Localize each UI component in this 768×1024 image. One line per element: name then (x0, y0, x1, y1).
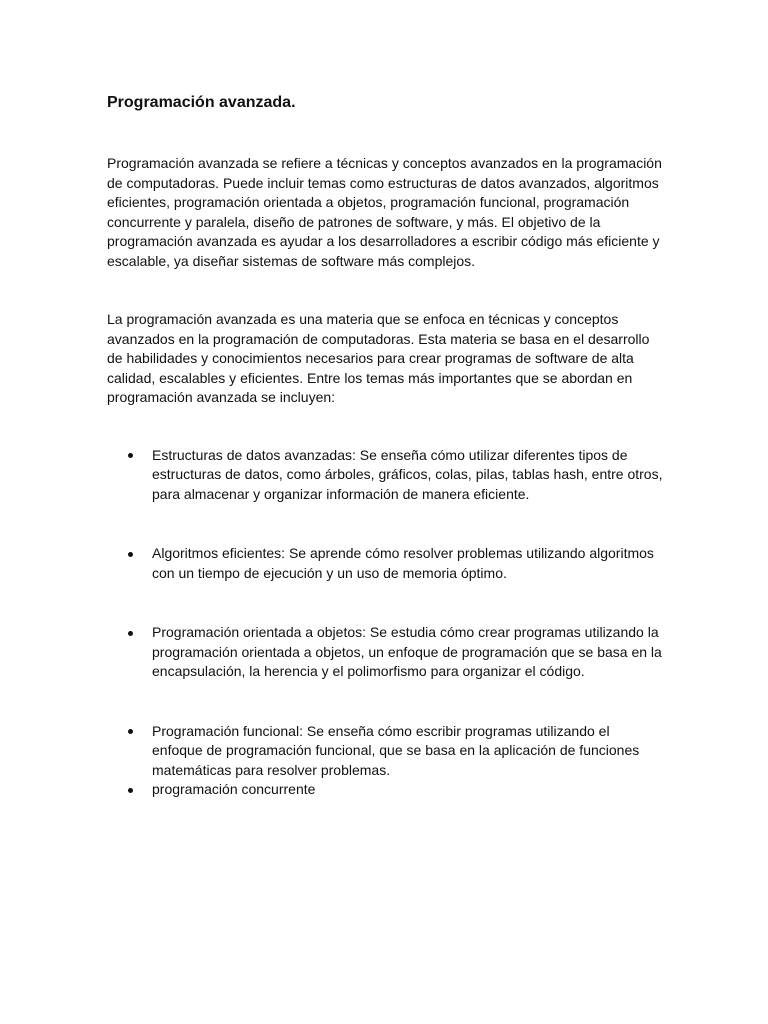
document-title: Programación avanzada. (107, 94, 296, 111)
list-item (107, 446, 663, 505)
bullet-icon (128, 552, 133, 557)
list-item (107, 623, 663, 682)
bullet-icon (128, 453, 133, 458)
intro-paragraph: Programación avanzada se refiere a técnicas y conceptos avanzados en la programación de computadoras. Puede incluir temas como estructuras de datos avanzados, algoritmos eficientes, programación orientada a objetos, programación funcional, programación concurrente y paralela, diseño de patrones de software, y más. El objetivo de la programación avanzada es ayudar a los desarrolladores a escribir código más eficiente y escalable, ya diseñar sistemas de software más complejos. (107, 155, 662, 269)
list-item-text: Algoritmos eficientes: Se aprende cómo resolver problemas utilizando algoritmos con un tiempo de ejecución y un uso de memoria óptimo. (152, 545, 654, 581)
list-item-text: Estructuras de datos avanzadas: Se enseña cómo utilizar diferentes tipos de estructuras de datos, como árboles, gráficos, colas, pilas, tablas hash, entre otros, para almacenar y organizar información de manera eficiente. (152, 446, 663, 502)
list-item (107, 544, 663, 583)
list-item-text: Programación orientada a objetos: Se estudia cómo crear programas utilizando la programación orientada a objetos, un enfoque de programación que se basa en la encapsulación, la herencia y el polimorfismo para organizar el código. (152, 624, 662, 679)
list-item (107, 722, 663, 781)
bullet-icon (128, 788, 133, 793)
subject-paragraph: La programación avanzada es una materia que se enfoca en técnicas y conceptos avanzados en la programación de computadoras. Esta materia se basa en el desarrollo de habilidades y conocimientos necesarios para crear programas de software de alta calidad, escalables y eficientes. Entre los temas más importantes que se abordan en programación avanzada se incluyen: (107, 311, 650, 405)
list-item-text: Programación funcional: Se enseña cómo escribir programas utilizando el enfoque de programación funcional, que se basa en la aplicación de funciones matemáticas para resolver problemas. (152, 722, 640, 778)
topics-list (107, 446, 663, 800)
bullet-icon (128, 729, 133, 734)
list-item-text: programación concurrente (152, 781, 316, 797)
document-content (107, 93, 663, 800)
list-item (107, 780, 663, 800)
bullet-icon (128, 631, 133, 636)
